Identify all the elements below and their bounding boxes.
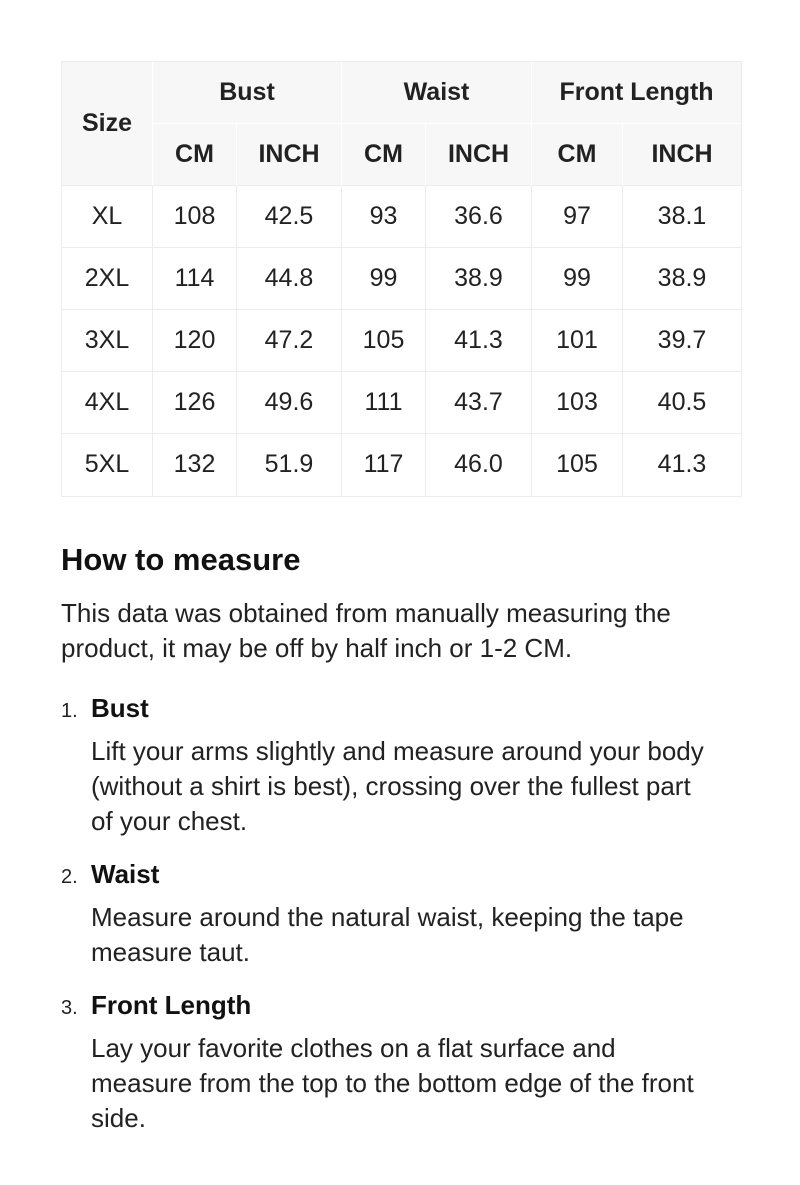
table-row-2xl [62,248,741,310]
measure-step-bust [61,692,740,839]
how-to-measure-heading: How to measure [61,542,301,577]
table-row-4xl [62,372,741,434]
value-cell: 97 [532,186,623,248]
size-chart-table [61,61,742,497]
table-row-5xl [62,434,741,496]
unit-header-row [62,124,741,186]
step-description: Measure around the natural waist, keeping the tape measure taut. [91,902,684,967]
value-cell: 93 [342,186,426,248]
value-cell: 38.9 [623,248,741,310]
value-cell: 38.9 [426,248,532,310]
group-header-waist: Waist [342,62,532,124]
value-cell: 105 [342,310,426,372]
size-label: XL [62,186,153,248]
measure-step-front-length [61,989,740,1136]
step-title: Waist [91,859,160,889]
unit-header-bust-cm: CM [153,124,237,186]
table-row-xl [62,186,741,248]
step-description: Lay your favorite clothes on a flat surface and measure from the top to the bottom edge of the front side. [91,1033,694,1133]
step-number: 3. [61,997,78,1019]
value-cell: 43.7 [426,372,532,434]
step-body [91,692,740,839]
measure-step-waist [61,858,740,970]
value-cell: 103 [532,372,623,434]
value-cell: 101 [532,310,623,372]
unit-header-front-length-inch: INCH [623,124,741,186]
value-cell: 44.8 [237,248,342,310]
value-cell: 51.9 [237,434,342,496]
size-column-header: Size [62,62,153,186]
unit-header-bust-inch: INCH [237,124,342,186]
value-cell: 99 [342,248,426,310]
value-cell: 126 [153,372,237,434]
value-cell: 117 [342,434,426,496]
value-cell: 38.1 [623,186,741,248]
value-cell: 41.3 [426,310,532,372]
step-body [91,858,740,970]
value-cell: 49.6 [237,372,342,434]
value-cell: 40.5 [623,372,741,434]
unit-header-front-length-cm: CM [532,124,623,186]
step-number: 1. [61,700,78,722]
group-header-front-length: Front Length [532,62,741,124]
unit-header-waist-cm: CM [342,124,426,186]
value-cell: 39.7 [623,310,741,372]
value-cell: 114 [153,248,237,310]
step-number: 2. [61,866,78,888]
value-cell: 132 [153,434,237,496]
table-row-3xl [62,310,741,372]
size-label: 4XL [62,372,153,434]
value-cell: 41.3 [623,434,741,496]
value-cell: 42.5 [237,186,342,248]
step-title: Front Length [91,990,252,1020]
measure-steps-list [61,692,740,1136]
size-label: 5XL [62,434,153,496]
value-cell: 99 [532,248,623,310]
value-cell: 105 [532,434,623,496]
size-label: 2XL [62,248,153,310]
step-description: Lift your arms slightly and measure around your body (without a shirt is best), crossing over the fullest part of your chest. [91,736,704,836]
step-body [91,989,740,1136]
measure-disclaimer-text: This data was obtained from manually measuring the product, it may be off by half inch or 1-2 CM. [61,598,671,663]
value-cell: 120 [153,310,237,372]
unit-header-waist-inch: INCH [426,124,532,186]
group-header-row [62,62,741,124]
value-cell: 108 [153,186,237,248]
value-cell: 46.0 [426,434,532,496]
group-header-bust: Bust [153,62,342,124]
value-cell: 47.2 [237,310,342,372]
value-cell: 111 [342,372,426,434]
step-title: Bust [91,693,149,723]
value-cell: 36.6 [426,186,532,248]
size-label: 3XL [62,310,153,372]
